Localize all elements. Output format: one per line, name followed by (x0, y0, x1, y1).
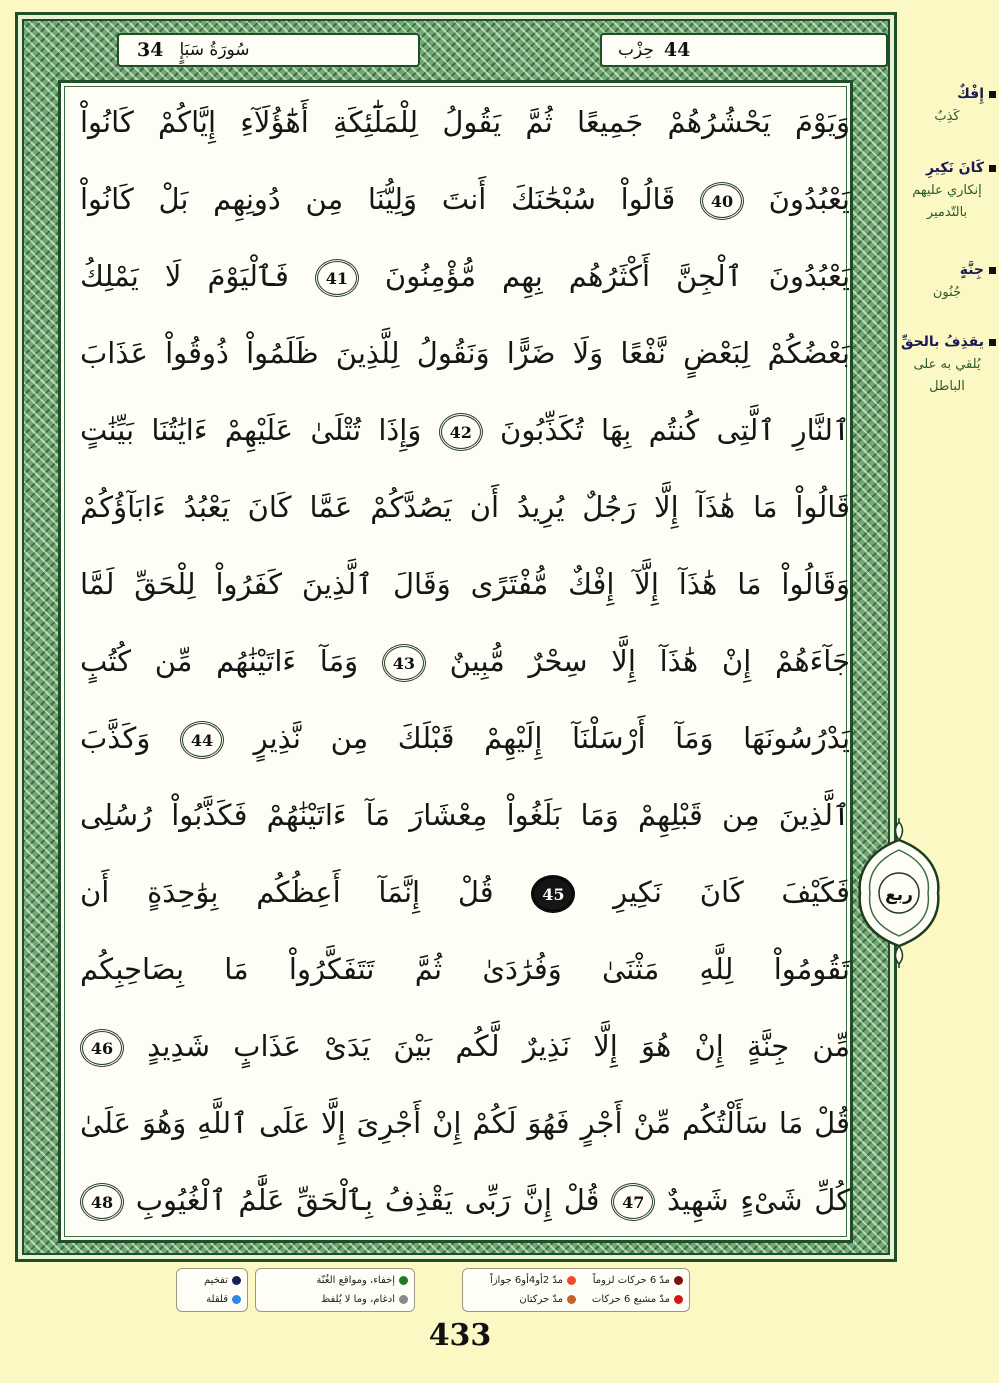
ayah-marker: 41 (315, 259, 359, 297)
verse-line (80, 1008, 850, 1085)
verse-line (80, 931, 850, 1008)
verse-text: يَعْبُدُونَ ٱلْجِنَّ أَكْثَرُهُم بِهِم مُّؤْمِنُونَ (384, 259, 850, 293)
bullet-square-icon (989, 339, 996, 346)
verse-text: فَكَيْفَ كَانَ نَكِيرِ (613, 875, 850, 909)
verse-line (80, 546, 850, 623)
bullet-square-icon (989, 267, 996, 274)
verse-text: ٱلَّذِينَ مِن قَبْلِهِمْ وَمَا بَلَغُواْ مِعْشَارَ مَآ ءَاتَيْنَٰهُمْ فَكَذَّبُواْ رُسُلِى (80, 798, 850, 832)
rub-label: ربع (885, 885, 913, 905)
verse-text: قَالُواْ مَا هَٰذَآ إِلَّا رَجُلٌ يُرِيدُ أَن يَصُدَّكُمْ عَمَّا كَانَ يَعْبُدُ ءَابَآؤُكُمْ (80, 490, 850, 524)
ayah-marker: 48 (80, 1183, 124, 1221)
legend-item (469, 1294, 576, 1305)
legend-label: مدّ 6 حركات لزوماً (592, 1275, 670, 1286)
legend-item (576, 1294, 683, 1305)
legend-item (469, 1275, 576, 1286)
verse-text: وَمَآ ءَاتَيْنَٰهُم مِّن كُتُبٍ (80, 644, 359, 678)
glossary-item (898, 86, 996, 128)
verse-line (80, 1162, 850, 1239)
surah-name: سُورَةُ سَبَإٍ (179, 40, 250, 60)
surah-header (117, 33, 420, 67)
verse-text: كُلِّ شَىْءٍ شَهِيدٌ (667, 1183, 850, 1217)
legend-label: تفخيم (204, 1275, 228, 1286)
verse-text: قَالُواْ سُبْحَٰنَكَ أَنتَ وَلِيُّنَا مِن دُونِهِم بَلْ كَانُواْ (80, 182, 676, 216)
ayah-marker: 44 (180, 721, 224, 759)
verse-text: قُلْ مَا سَأَلْتُكُم مِّنْ أَجْرٍ فَهُوَ لَكُمْ إِنْ أَجْرِىَ إِلَّا عَلَى ٱللَّهِ وَهُوَ عَلَىٰ (80, 1106, 850, 1140)
legend-madd (462, 1268, 690, 1312)
glossary-item (898, 334, 996, 398)
color-dot-icon (232, 1276, 241, 1285)
verse-text: وَكَذَّبَ (80, 721, 151, 755)
verse-line (80, 854, 850, 931)
hizb-number: 44 (663, 39, 691, 61)
color-dot-icon (674, 1295, 683, 1304)
glossary-meaning: كَذِبٌ (934, 109, 960, 124)
verse-line (80, 777, 850, 854)
color-dot-icon (674, 1276, 683, 1285)
verse-line (80, 469, 850, 546)
glossary-term: كَانَ نَكِيرِ (925, 160, 984, 176)
verse-text: تَقُومُواْ لِلَّهِ مَثْنَىٰ وَفُرَٰدَىٰ ثُمَّ تَتَفَكَّرُواْ مَا بِصَاحِبِكُم (80, 952, 850, 986)
page-number: 433 (428, 1318, 492, 1353)
bullet-square-icon (989, 91, 996, 98)
verse-text: مِّن جِنَّةٍ إِنْ هُوَ إِلَّا نَذِيرٌ لَّكُم بَيْنَ يَدَىْ عَذَابٍ شَدِيدٍ (147, 1029, 850, 1063)
verse-text: ٱلنَّارِ ٱلَّتِى كُنتُم بِهَا تُكَذِّبُونَ (500, 413, 850, 447)
verse-text: وَإِذَا تُتْلَىٰ عَلَيْهِمْ ءَايَٰتُنَا بَيِّنَٰتٍ (80, 413, 422, 447)
color-dot-icon (399, 1295, 408, 1304)
legend-ikhfa-idgham (255, 1268, 415, 1312)
verse-line (80, 238, 850, 315)
ayah-marker: 42 (439, 413, 483, 451)
color-dot-icon (399, 1276, 408, 1285)
verse-line (80, 315, 850, 392)
verse-line (80, 392, 850, 469)
legend-tafkhim-qalqala (176, 1268, 248, 1312)
legend-label: ادغام، وما لا يُلفظ (320, 1294, 395, 1305)
verse-text: بَعْضُكُمْ لِبَعْضٍ نَّفْعًا وَلَا ضَرًّا وَنَقُولُ لِلَّذِينَ ظَلَمُواْ ذُوقُواْ عَذَابَ (80, 336, 850, 370)
legend-item (576, 1275, 683, 1286)
color-dot-icon (567, 1295, 576, 1304)
legend-label: مدّ حركتان (519, 1294, 563, 1305)
verse-lines (80, 84, 850, 1239)
verse-text: قُلْ إِنَّ رَبِّى يَقْذِفُ بِٱلْحَقِّ عَلَّٰمُ ٱلْغُيُوبِ (135, 1183, 600, 1217)
legend-item (183, 1275, 241, 1286)
verse-line (80, 161, 850, 238)
verse-text: يَدْرُسُونَهَا وَمَآ أَرْسَلْنَآ إِلَيْهِمْ قَبْلَكَ مِن نَّذِيرٍ (253, 721, 850, 755)
legend-item (183, 1294, 241, 1305)
verse-text: وَقَالُواْ مَا هَٰذَآ إِلَّآ إِفْكٌ مُّفْتَرًى وَقَالَ ٱلَّذِينَ كَفَرُواْ لِلْحَقِّ لَمَّا (80, 567, 850, 601)
verse-line (80, 700, 850, 777)
bullet-square-icon (989, 165, 996, 172)
hizb-label: حِزْب (618, 40, 654, 60)
hizb-header (600, 33, 888, 67)
rub-ornament-icon (856, 818, 942, 968)
ayah-marker: 47 (611, 1183, 655, 1221)
legend-label: إخفاء، ومواقع الغُنّة (316, 1275, 395, 1286)
verse-text: قُلْ إِنَّمَآ أَعِظُكُم بِوَٰحِدَةٍ أَن (80, 875, 494, 909)
verse-text: يَعْبُدُونَ (768, 182, 850, 216)
legend-item (262, 1275, 408, 1286)
ayah-marker: 46 (80, 1029, 124, 1067)
glossary-meaning: جُنُون (932, 285, 962, 300)
color-dot-icon (567, 1276, 576, 1285)
legend-label: قلقلة (206, 1294, 228, 1305)
verse-text: وَيَوْمَ يَحْشُرُهُمْ جَمِيعًا ثُمَّ يَقُولُ لِلْمَلَٰٓئِكَةِ أَهَٰٓؤُلَآءِ إِيَّاكُمْ كَانُواْ (80, 105, 850, 139)
glossary-term: إِفْكٌ (956, 86, 984, 102)
ayah-marker: 43 (382, 644, 426, 682)
verse-text: فَٱلْيَوْمَ لَا يَمْلِكُ (80, 259, 289, 293)
verse-line (80, 84, 850, 161)
glossary-meaning: إنكاري عليهم بالتّدمير (912, 183, 982, 220)
ayah-marker-rub: 45 (531, 875, 575, 913)
glossary-meaning: يُلقي به على الباطل (913, 357, 981, 394)
glossary-item (898, 262, 996, 304)
verse-text: جَآءَهُمْ إِنْ هَٰذَآ إِلَّا سِحْرٌ مُّبِينٌ (449, 644, 850, 678)
verse-line (80, 623, 850, 700)
legend-label: مدّ مشبع 6 حركات (591, 1294, 670, 1305)
surah-number: 34 (137, 39, 164, 61)
legend-label: مدّ 2أو4أو6 جوازاً (489, 1275, 563, 1286)
glossary-term: جِنَّةٍ (959, 262, 984, 278)
verse-line (80, 1085, 850, 1162)
glossary-term: يقذِفُ بالحقِّ (900, 334, 984, 350)
legend-item (262, 1294, 408, 1305)
color-dot-icon (232, 1295, 241, 1304)
glossary-item (898, 160, 996, 224)
ayah-marker: 40 (700, 182, 744, 220)
